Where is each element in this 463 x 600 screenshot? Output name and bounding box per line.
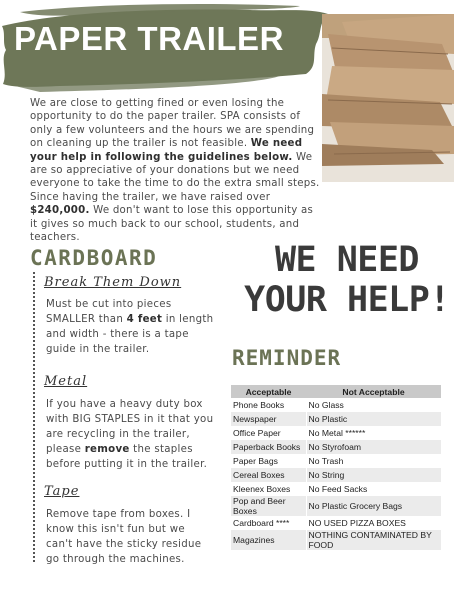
cardboard-heading: CARDBOARD	[30, 246, 158, 270]
table-row	[231, 482, 441, 496]
acceptable-cell: Paper Bags	[231, 454, 306, 468]
table-row	[231, 412, 441, 426]
not-acceptable-cell: No Glass	[308, 400, 344, 410]
not-acceptable-cell: No String	[306, 468, 441, 482]
page-title: PAPER TRAILER	[14, 20, 284, 57]
not-acceptable-cell: No Metal ******	[308, 428, 366, 438]
dotted-divider	[33, 272, 35, 562]
not-acceptable-cell: No Plastic Grocery Bags	[306, 496, 441, 516]
title-banner	[0, 0, 330, 92]
we-need-your-help-callout	[233, 240, 461, 320]
tape-text: Remove tape from boxes. I know this isn't fun but we can't have the sticky residue go through the machines.	[46, 509, 202, 565]
table-row	[231, 468, 441, 482]
table-row	[231, 440, 441, 454]
acceptable-cell: Cardboard ****	[231, 516, 306, 530]
table-row	[231, 496, 441, 516]
header-acceptable: Acceptable	[231, 385, 306, 398]
reminder-heading: REMINDER	[232, 346, 342, 370]
tape-heading: Tape	[44, 484, 80, 499]
not-acceptable-cell: No Plastic	[306, 412, 441, 426]
acceptable-cell: Newspaper	[231, 412, 306, 426]
not-acceptable-cell: NO USED PIZZA BOXES	[308, 518, 406, 528]
acceptable-cell: Paperback Books	[231, 440, 306, 454]
break-them-down-heading: Break Them Down	[44, 275, 182, 290]
acceptable-cell: Phone Books	[231, 398, 306, 412]
cardboard-photo	[322, 14, 454, 182]
not-acceptable-cell: No Trash	[308, 456, 344, 466]
acceptable-cell: Cereal Boxes	[231, 468, 306, 482]
table-row	[231, 426, 441, 440]
not-acceptable-cell: NOTHING CONTAMINATED BY FOOD	[306, 530, 441, 550]
metal-heading: Metal	[44, 374, 88, 389]
intro-paragraph: We are close to getting fined or even losing the opportunity to do the paper trailer. SPA consists of only a few volunteers and the hours we are spending on cleaning up the trailer is not feasible. We need your help in following the guidelines below. We are so appreciative of your donations but we need everyone to take the time to do the extra small steps. Since having the trailer, we have raised over $240,000. We don't want to lose this opportunity as it gives so much back to our school, students, and teachers.	[30, 98, 320, 244]
table-row	[231, 530, 441, 550]
table-row	[231, 516, 441, 530]
callout-line-2: YOUR HELP!	[244, 280, 450, 320]
table-row	[231, 454, 441, 468]
callout-line-1: WE NEED	[274, 240, 419, 280]
metal-text: If you have a heavy duty box with BIG STAPLES in it that you are recycling in the trailer, please remove the staples before putting it in the trailer.	[46, 399, 214, 470]
not-acceptable-cell: No Feed Sacks	[308, 484, 368, 494]
acceptable-cell: Office Paper	[231, 426, 306, 440]
acceptable-cell: Kleenex Boxes	[231, 482, 306, 496]
acceptable-cell: Magazines	[231, 530, 306, 550]
not-acceptable-cell: No Styrofoam	[306, 440, 441, 454]
reminder-table	[231, 385, 441, 550]
table-row	[231, 398, 441, 412]
break-them-down-text: Must be cut into pieces SMALLER than 4 feet in length and width - there is a tape guide in the trailer.	[46, 299, 214, 355]
header-not-acceptable: Not Acceptable	[306, 385, 441, 398]
table-header-row	[231, 385, 441, 398]
acceptable-cell: Pop and Beer Boxes	[231, 496, 306, 516]
